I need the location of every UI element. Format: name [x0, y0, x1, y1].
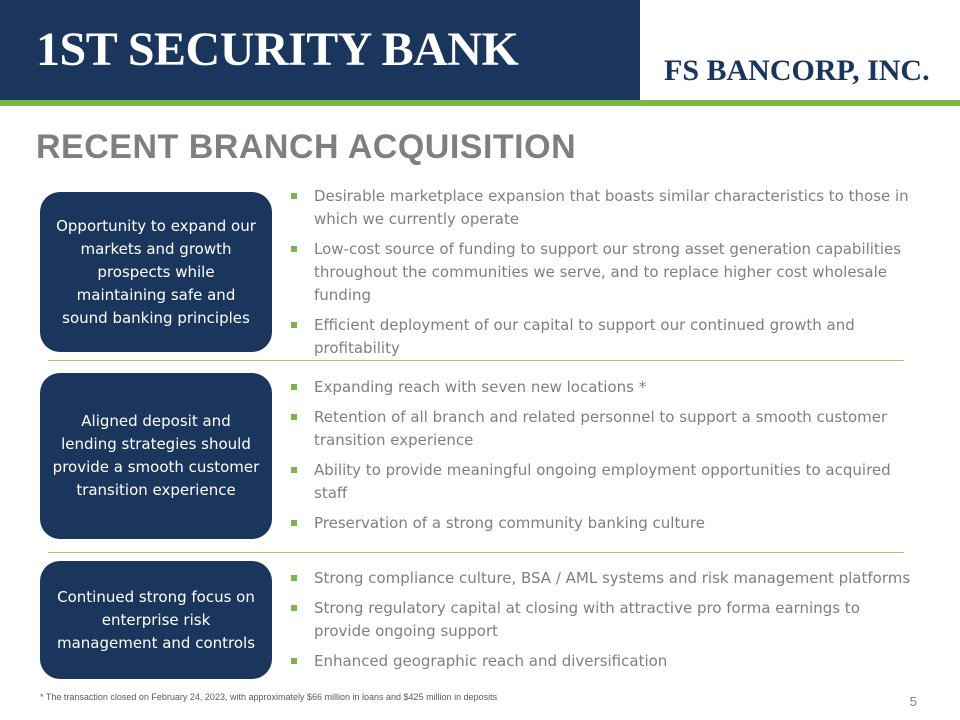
bullet-item: Enhanced geographic reach and diversification	[288, 650, 913, 673]
bullet-square-icon	[291, 658, 297, 664]
footnote: * The transaction closed on February 24, 2023, with approximately $66 million in loans and $425 million in deposits	[40, 692, 498, 702]
section-divider	[48, 552, 904, 553]
bullet-item: Low-cost source of funding to support our strong asset generation capabilities throughout the communities we serve, and to replace higher cost wholesale funding	[288, 238, 913, 307]
brand-logo-1st-security-bank: 1ST SECURITY BANK	[36, 23, 519, 76]
section-heading-text: Aligned deposit and lending strategies should provide a smooth customer transition experience	[52, 412, 260, 499]
bullet-square-icon	[291, 246, 297, 252]
bullet-square-icon	[291, 605, 297, 611]
bullet-item: Efficient deployment of our capital to support our continued growth and profitability	[288, 314, 913, 360]
bullet-square-icon	[291, 575, 297, 581]
header-navy-band	[0, 0, 640, 100]
section-bullets-opportunity	[288, 185, 913, 367]
header	[0, 0, 960, 100]
bullet-item: Desirable marketplace expansion that boasts similar characteristics to those in which we currently operate	[288, 185, 913, 231]
header-accent-bar	[0, 100, 960, 106]
bullet-square-icon	[291, 322, 297, 328]
section-heading-text: Continued strong focus on enterprise risk management and controls	[56, 587, 256, 652]
slide-title: RECENT BRANCH ACQUISITION	[36, 128, 577, 166]
section-divider	[48, 360, 904, 361]
bullet-square-icon	[291, 414, 297, 420]
section-heading-opportunity	[40, 192, 272, 352]
section-bullets-risk-management	[288, 567, 913, 680]
bullet-square-icon	[291, 520, 297, 526]
bullet-item: Strong regulatory capital at closing with attractive pro forma earnings to provide ongoing support	[288, 597, 913, 643]
bullet-item: Strong compliance culture, BSA / AML systems and risk management platforms	[288, 567, 913, 590]
brand-logo-fs-bancorp: FS BANCORP, INC.	[664, 54, 930, 87]
bullet-item: Preservation of a strong community banking culture	[288, 512, 913, 535]
section-heading-aligned-strategies	[40, 373, 272, 539]
bullet-item: Retention of all branch and related personnel to support a smooth customer transition experience	[288, 406, 913, 452]
page-number: 5	[909, 694, 917, 709]
section-bullets-aligned-strategies	[288, 376, 913, 542]
bullet-square-icon	[291, 384, 297, 390]
section-heading-risk-management	[40, 561, 272, 679]
section-heading-text: Opportunity to expand our markets and growth prospects while maintaining safe and sound banking principles	[56, 216, 256, 327]
bullet-item: Ability to provide meaningful ongoing employment opportunities to acquired staff	[288, 459, 913, 505]
bullet-square-icon	[291, 193, 297, 199]
bullet-square-icon	[291, 467, 297, 473]
bullet-item: Expanding reach with seven new locations *	[288, 376, 913, 399]
